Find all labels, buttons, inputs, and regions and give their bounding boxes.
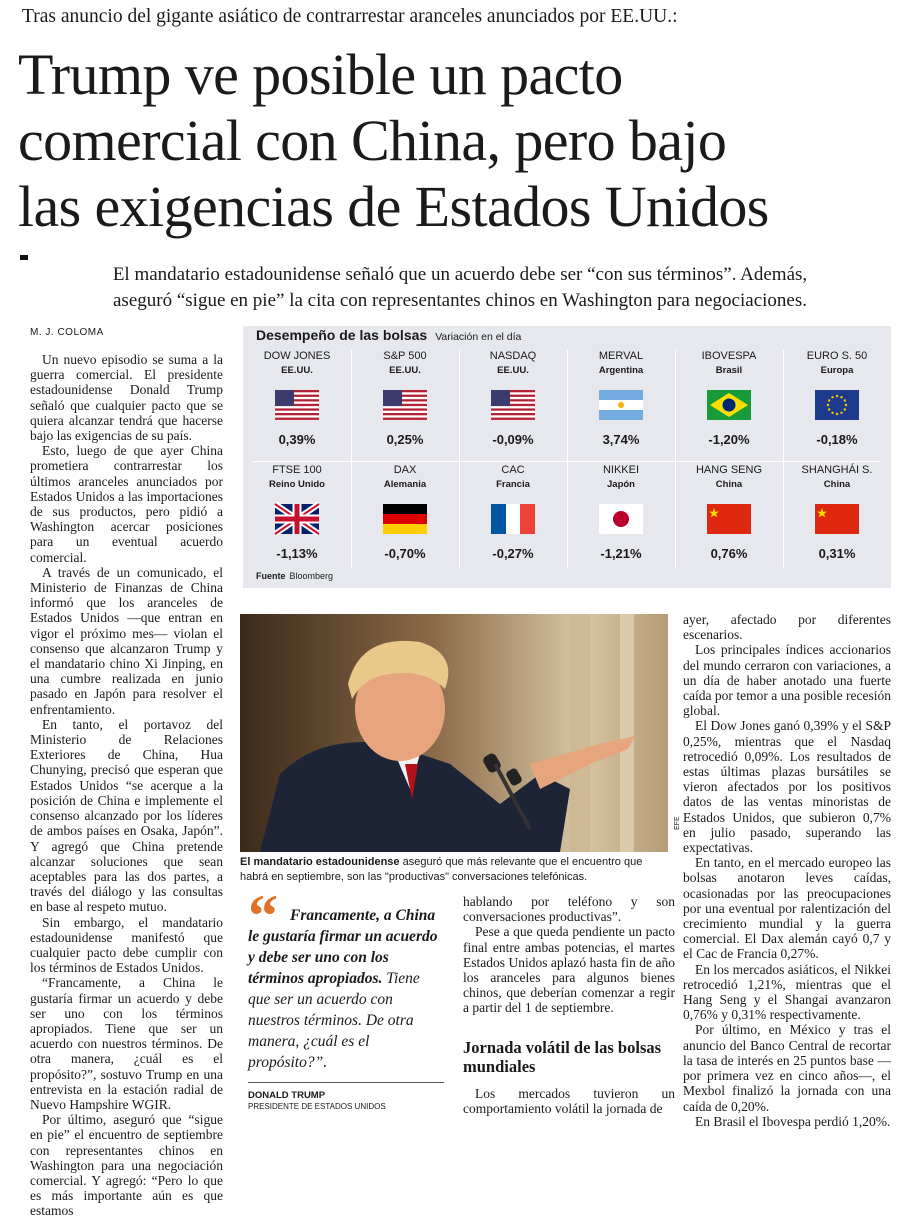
deck-line: El mandatario estadounidense señaló que un acuerdo debe ser “con sus términos”. Además,	[112, 264, 808, 285]
paragraph: ayer, afectado por diferentes escenarios.	[683, 612, 891, 643]
paragraph: En tanto, en el mercado europeo las bolsas anotaron leves caídas, ocasionadas por las preocupaciones por una eventual por ralentización del crecimiento mundial y la guerra comercial. El Dax alemán cayó 0,7 y el Cac de Francia 0,27%.	[683, 855, 891, 962]
paragraph: En los mercados asiáticos, el Nikkei retrocedió 1,21%, mientras que el Hang Seng y el Shangai avanzaron 0,76% y 0,31% respectivamente.	[683, 961, 891, 1023]
trump-photo-illustration	[240, 614, 668, 852]
china-flag	[815, 504, 859, 534]
kicker: Tras anuncio del gigante asiático de contrarrestar aranceles anunciados por EE.UU.:	[22, 6, 678, 27]
paragraph: Por último, en México y tras el anuncio del Banco Central de recortar la tasa de interés en 25 puntos base —por primera vez en cinco años—, el Mexbol finalizó la jornada con una caída de 0,20%.	[683, 1022, 891, 1114]
market-value: 0,39%	[278, 432, 316, 447]
headline-line: las exigencias de Estados Unidos	[18, 174, 769, 239]
market-value: -0,09%	[492, 432, 534, 447]
headline-line: Trump ve posible un pacto	[18, 42, 623, 107]
usa-flag	[275, 390, 319, 420]
paragraph: En tanto, el portavoz del Ministerio de Relaciones Exteriores de China, Hua Chunying, precisó que esperan que Estados Unidos “se acerque a la posición de China e implemente el consenso alcanzado por los líderes de ambos países en Osaka, Japón”. Y agregó que China pretende alcanzar soluciones que sean aceptables para las dos partes, a través del diálogo y las consultas en base al respeto mutuo.	[30, 716, 223, 915]
pull-quote-rest: Tiene que ser un acuerdo con nuestros términos. De otra manera, ¿cuál es el propósito?”.	[248, 970, 420, 1071]
market-value: -1,20%	[708, 432, 750, 447]
uk-flag	[275, 504, 319, 534]
market-country: China	[823, 479, 851, 490]
grid-divider	[459, 350, 460, 568]
deck	[30, 262, 890, 314]
argentina-flag	[599, 390, 643, 420]
market-name: S&P 500	[383, 350, 427, 362]
paragraph: Esto, luego de que ayer China prometiera contrarrestar los últimos aranceles anunciados por Estados Unidos a las importaciones de sus productos, pero pidió a Washington acercar posiciones para un eventual acuerdo comercial.	[30, 443, 223, 565]
market-name: HANG SENG	[695, 464, 762, 476]
market-cell	[351, 350, 459, 447]
market-value: -0,18%	[816, 432, 858, 447]
market-value: 0,25%	[386, 432, 424, 447]
market-country: China	[715, 479, 743, 490]
headline	[18, 42, 898, 240]
headline-line: comercial con China, pero bajo	[18, 108, 727, 173]
grid-divider	[253, 461, 881, 462]
market-cell	[459, 350, 567, 447]
market-cell	[567, 350, 675, 447]
source-name: Bloomberg	[289, 571, 334, 581]
market-country: Alemania	[383, 479, 427, 490]
article-column-3	[463, 894, 675, 1016]
paragraph: Por último, aseguró que “sigue en pie” el encuentro de septiembre con representantes chinos en Washington para una negociación comercial. Y agregó: “Pero lo que es más importante aún es que estamos	[30, 1112, 223, 1219]
byline: M. J. COLOMA	[30, 327, 104, 338]
caption-lead: El mandatario estadounidense	[240, 856, 400, 868]
eu-flag	[815, 390, 859, 420]
market-country: Japón	[607, 479, 635, 490]
market-cell	[783, 464, 891, 561]
market-country: EE.UU.	[497, 365, 529, 376]
grid-divider	[567, 350, 568, 568]
infobox-source	[256, 571, 333, 581]
usa-flag	[491, 390, 535, 420]
market-country: Argentina	[598, 365, 644, 376]
caption-text: aseguró que más relevante que el encuentro que habrá en septiembre, son las "productivas" conversaciones telefónicas.	[240, 856, 643, 883]
market-value: 3,74%	[602, 432, 640, 447]
paragraph: hablando por teléfono y son conversaciones productivas”.	[463, 894, 675, 925]
photo-credit: EFE	[674, 816, 681, 830]
market-country: Europa	[820, 365, 854, 376]
grid-divider	[351, 350, 352, 568]
brazil-flag	[707, 390, 751, 420]
market-name: CAC	[501, 464, 525, 476]
market-cell	[243, 350, 351, 447]
market-name: DOW JONES	[263, 350, 331, 362]
market-cell	[783, 350, 891, 447]
japan-flag	[599, 504, 643, 534]
market-country: EE.UU.	[281, 365, 313, 376]
deck-line: aseguró “sigue en pie” la cita con representantes chinos en Washington para negociaciones.	[113, 290, 807, 311]
pull-quote-rule	[248, 1082, 444, 1083]
paragraph: Un nuevo episodio se suma a la guerra comercial. El presidente estadounidense Donald Trump señaló que cualquier pacto que se quiera alcanzar tendrá que hacerse bajo las exigencias de su país.	[30, 352, 223, 444]
trump-photo	[240, 614, 668, 852]
market-value: 0,76%	[710, 546, 748, 561]
market-value: -0,70%	[384, 546, 426, 561]
usa-flag	[383, 390, 427, 420]
market-country: Reino Unido	[269, 479, 325, 490]
paragraph: “Francamente, a China le gustaría firmar un acuerdo y debe ser uno con los términos apropiados. Tiene que ser un acuerdo con nuestros términos. De otra manera, ¿cuál es el propósito?”, sostuvo Trump en una entrevista en la estación radial de Nuevo Hampshire WGIR.	[30, 975, 223, 1112]
article-column-3b	[463, 1086, 675, 1116]
market-name: NASDAQ	[489, 350, 537, 362]
market-name: DAX	[393, 464, 417, 476]
deck-rule	[20, 255, 28, 260]
pull-quote	[248, 905, 444, 1073]
market-cell	[675, 464, 783, 561]
infobox-header	[256, 327, 521, 345]
market-name: EURO S. 50	[806, 350, 868, 362]
china-flag	[707, 504, 751, 534]
market-country: Brasil	[715, 365, 743, 376]
market-value: 0,31%	[818, 546, 856, 561]
market-name: MERVAL	[598, 350, 644, 362]
market-cell	[351, 464, 459, 561]
market-name: IBOVESPA	[701, 350, 757, 362]
infobox-subtitle: Variación en el día	[435, 331, 522, 343]
quote-mark-icon: “	[248, 883, 278, 949]
market-cell	[675, 350, 783, 447]
paragraph: Pese a que queda pendiente un pacto final entre ambas potencias, el martes Estados Unidos aplazó hasta fin de año los aranceles para algunos bienes chinos, que deberían comenzar a regir a partir del 1 de septiembre.	[463, 924, 675, 1016]
market-value: -1,13%	[276, 546, 318, 561]
grid-divider	[783, 350, 784, 568]
france-flag	[491, 504, 535, 534]
article-column-4	[683, 612, 891, 1129]
paragraph: Los principales índices accionarios del mundo cerraron con variaciones, a un día de haber anotado una fuerte caída por temor a una posible recesión global.	[683, 642, 891, 719]
market-name: FTSE 100	[272, 464, 322, 476]
grid-divider	[675, 350, 676, 568]
market-country: Francia	[496, 479, 530, 490]
paragraph: A través de un comunicado, el Ministerio de Finanzas de China informó que los aranceles de Estados Unidos —que entran en vigor el próximo mes— violan el consenso que alcanzaron Trump y el mandatario chino Xi Jinping, en una cumbre realizada en junio pasado en Japón para resolver el enfrentamiento.	[30, 564, 223, 717]
market-cell	[567, 464, 675, 561]
market-value: -0,27%	[492, 546, 534, 561]
pull-quote-name: DONALD TRUMP	[248, 1090, 326, 1101]
infobox-title: Desempeño de las bolsas	[256, 327, 428, 343]
pull-quote-bold: Francamente, a China le gustaría firmar un acuerdo y debe ser uno con los términos apropiados.	[248, 907, 438, 987]
photo-caption	[240, 855, 670, 884]
market-cell	[243, 464, 351, 561]
germany-flag	[383, 504, 427, 534]
market-cell	[459, 464, 567, 561]
paragraph: El Dow Jones ganó 0,39% y el S&P 0,25%, mientras que el Nasdaq retrocedió 0,09%. Los resultados de estas últimas plazas bursátiles se vieron afectados por los positivos datos de las ventas minoristas de Estados Unidos, que subieron 0,7% en julio pasado, superando las expectativas.	[683, 718, 891, 856]
source-label: Fuente	[256, 571, 286, 581]
market-value: -1,21%	[600, 546, 642, 561]
market-name: SHANGHÁI S.	[801, 464, 873, 476]
article-column-1	[30, 352, 223, 1219]
market-name: NIKKEI	[602, 464, 640, 476]
pull-quote-role: PRESIDENTE DE ESTADOS UNIDOS	[248, 1102, 386, 1111]
market-country: EE.UU.	[389, 365, 421, 376]
paragraph: En Brasil el Ibovespa perdió 1,20%.	[695, 1113, 891, 1129]
subheading: Jornada volátil de las bolsas mundiales	[463, 1038, 662, 1076]
paragraph: Los mercados tuvieron un comportamiento volátil la jornada de	[463, 1086, 675, 1117]
paragraph: Sin embargo, el mandatario estadounidense manifestó que cualquier pacto debe cumplir con los términos de Estados Unidos.	[30, 914, 223, 976]
